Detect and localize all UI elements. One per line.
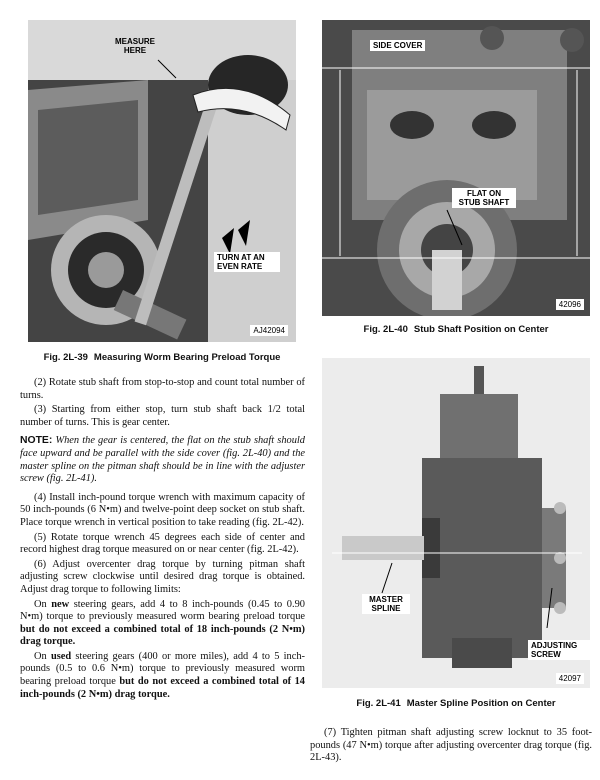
figure-2l-40-photo (322, 20, 590, 316)
caption-title: Measuring Worm Bearing Preload Torque (93, 352, 281, 363)
figure-2l-39-photo (28, 20, 296, 342)
note-label: NOTE: (20, 435, 53, 447)
note (20, 435, 305, 485)
caption-number: Fig. 2L-39 (43, 352, 88, 363)
caption-number: Fig. 2L-40 (363, 324, 408, 335)
text-run: steering gears (400 or more miles), add 4 to 5 inch-pounds (0.5 to 0.6 N•m) torque to previously measured worm bearing preload torque (20, 650, 305, 688)
callout-master-spline: MASTER SPLINE (362, 594, 410, 614)
step-7: (7) Tighten pitman shaft adjusting screw locknut to 35 foot-pounds (47 N•m) torque after adjusting overcenter drag torque (fig. 2L-43). (310, 727, 592, 764)
step-3: (3) Starting from either stop, turn stub shaft back 1/2 total number of turns. This is gear center. (20, 404, 305, 428)
step-6: (6) Adjust overcenter drag torque by turning pitman shaft adjusting screw clockwise until desired drag torque is obtained. Adjust drag torque to following limits: (20, 558, 305, 595)
figure-code: 42097 (556, 673, 584, 684)
note-text: When the gear is centered, the flat on the stub shaft should face upward and be parallel with the side cover (fig. 2L-40) and the master spline on the pitman shaft should be in line with the adjuster screw (fig. 2L-41). (20, 435, 305, 485)
figure-code: 42096 (556, 299, 584, 310)
procedure-text-left (20, 377, 305, 703)
figure-2l-39-caption (28, 352, 296, 363)
step-4: (4) Install inch-pound torque wrench with maximum capacity of 50 inch-pounds (6 N•m) and twelve-point deep socket on stub shaft. Place torque wrench in vertical position to take reading (fig. 2L-42). (20, 491, 305, 528)
callout-side-cover: SIDE COVER (370, 40, 425, 51)
text-run: On (34, 598, 52, 610)
callout-turn-even-rate: TURN AT AN EVEN RATE (214, 252, 280, 272)
text-run: On (34, 650, 51, 662)
step-2: (2) Rotate stub shaft from stop-to-stop and count total number of turns. (20, 377, 305, 401)
figure-2l-41-photo (322, 358, 590, 688)
text-run-bold: new (51, 598, 70, 610)
figure-2l-41-caption (322, 698, 590, 709)
caption-number: Fig. 2L-41 (356, 698, 401, 709)
new-gear-limit (20, 599, 305, 649)
figure-2l-40-caption (322, 324, 590, 335)
caption-title: Master Spline Position on Center (406, 698, 556, 709)
text-run: steering gears, add 4 to 8 inch-pounds (0.45 to 0.90 N•m) torque to previously measured worm bearing preload torque (20, 598, 305, 623)
step-5: (5) Rotate torque wrench 45 degrees each side of center and record highest drag torque measured on or near center (fig. 2L-42). (20, 531, 305, 556)
used-gear-limit (20, 651, 305, 701)
steering-gear-illustration (322, 358, 590, 688)
callout-flat-on-stub-shaft: FLAT ON STUB SHAFT (452, 188, 516, 208)
callout-adjusting-screw: ADJUSTING SCREW (528, 640, 590, 660)
stub-shaft-illustration (322, 20, 590, 316)
procedure-text-right (310, 727, 592, 767)
text-run-bold: used (50, 650, 72, 662)
text-run-bold: but do not exceed a combined total of 18 inch-pounds (2 N•m) drag torque. (20, 623, 305, 648)
text-run-bold: but do not exceed a combined total of 14 inch-pounds (2 N•m) drag torque. (20, 676, 305, 700)
torque-wrench-illustration (28, 20, 296, 342)
callout-measure-here: MEASURE HERE (114, 37, 155, 55)
figure-code: AJ42094 (250, 325, 288, 336)
caption-title: Stub Shaft Position on Center (413, 324, 549, 335)
